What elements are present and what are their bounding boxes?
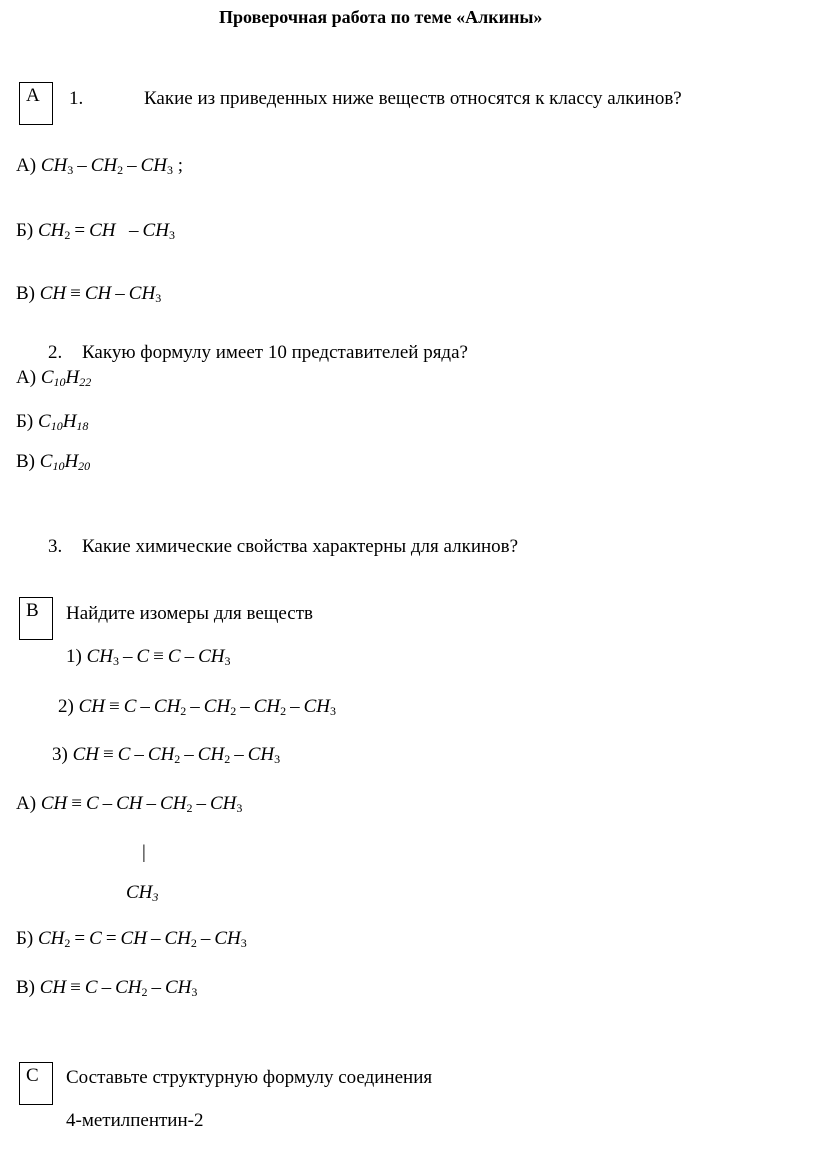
b-option-c-formula: CH ≡ C – $CH_2 - CH_3$: [39, 977, 198, 999]
section-a-label: А: [19, 82, 53, 125]
b-option-b: [16, 929, 247, 948]
q2-option-a: [16, 368, 91, 387]
option-letter: Б): [16, 220, 34, 241]
q2-text: Какую формулу имеет 10 представителей ряда?: [82, 342, 468, 363]
b-item-3-formula: CH ≡ C – $CH_2 - CH_2 - CH_3$: [72, 744, 281, 766]
item-number: 1): [66, 646, 82, 667]
q2-option-c-formula: $C_{10}H_{20}$: [39, 451, 91, 473]
item-number: 2): [58, 696, 74, 717]
option-letter: Б): [16, 928, 34, 949]
b-item-3: [52, 745, 280, 764]
b-item-1: [66, 647, 230, 666]
option-letter: В): [16, 451, 35, 472]
b-option-a-formula: CH ≡ C – CH – $CH_2 - CH_3$: [40, 793, 243, 815]
q3-text: Какие химические свойства характерны для алкинов?: [82, 536, 519, 557]
option-letter: А): [16, 367, 37, 388]
q1-option-b: [16, 221, 175, 240]
section-c-compound: 4-метилпентин-2: [66, 1110, 204, 1131]
option-letter: Б): [16, 411, 34, 432]
section-c-text: Составьте структурную формулу соединения: [66, 1067, 433, 1088]
b-item-2: [58, 697, 336, 716]
q1-option-a-formula: $CH_3 - CH_2 - CH_3$ ;: [40, 155, 184, 177]
q2-number: 2.: [48, 342, 63, 363]
b-option-a-branch: $CH_3$: [126, 882, 159, 904]
option-letter: В): [16, 283, 35, 304]
q1-number: 1.: [69, 88, 84, 109]
b-option-b-formula: $CH_2 = C$ = CH – $CH_2 - CH_3$: [38, 928, 247, 950]
q1-option-c: [16, 284, 161, 303]
option-letter: В): [16, 977, 35, 998]
q1-option-c-formula: CH ≡ CH – $CH_3$: [39, 283, 162, 305]
b-option-a: [16, 794, 242, 813]
b-option-c: [16, 978, 197, 997]
b-item-1-formula: $CH_3 - C \equiv C - CH_3$: [86, 646, 231, 668]
q2-option-c: [16, 452, 90, 471]
q1-text: Какие из приведенных ниже веществ относятся к классу алкинов?: [144, 88, 682, 109]
q2-option-b-formula: $C_{10}H_{18}$: [38, 411, 89, 433]
q2-option-a-formula: $C_{10}H_{22}$: [40, 367, 92, 389]
q2-option-b: [16, 412, 88, 431]
option-letter: А): [16, 155, 37, 176]
section-b-text: Найдите изомеры для веществ: [66, 603, 313, 624]
q1-option-a: [16, 156, 183, 175]
q3-number: 3.: [48, 536, 63, 557]
section-b-label: В: [19, 597, 53, 640]
section-c-label: С: [19, 1062, 53, 1105]
b-option-a-branch-bond: |: [142, 842, 146, 863]
b-item-2-formula: CH ≡ C – $CH_2 - CH_2 - CH_2 - CH_3$: [78, 696, 337, 718]
page-title: Проверочная работа по теме «Алкины»: [219, 7, 543, 27]
item-number: 3): [52, 744, 68, 765]
option-letter: А): [16, 793, 37, 814]
q1-option-b-formula: $CH_2$ = CH – $CH_3$: [38, 220, 175, 242]
